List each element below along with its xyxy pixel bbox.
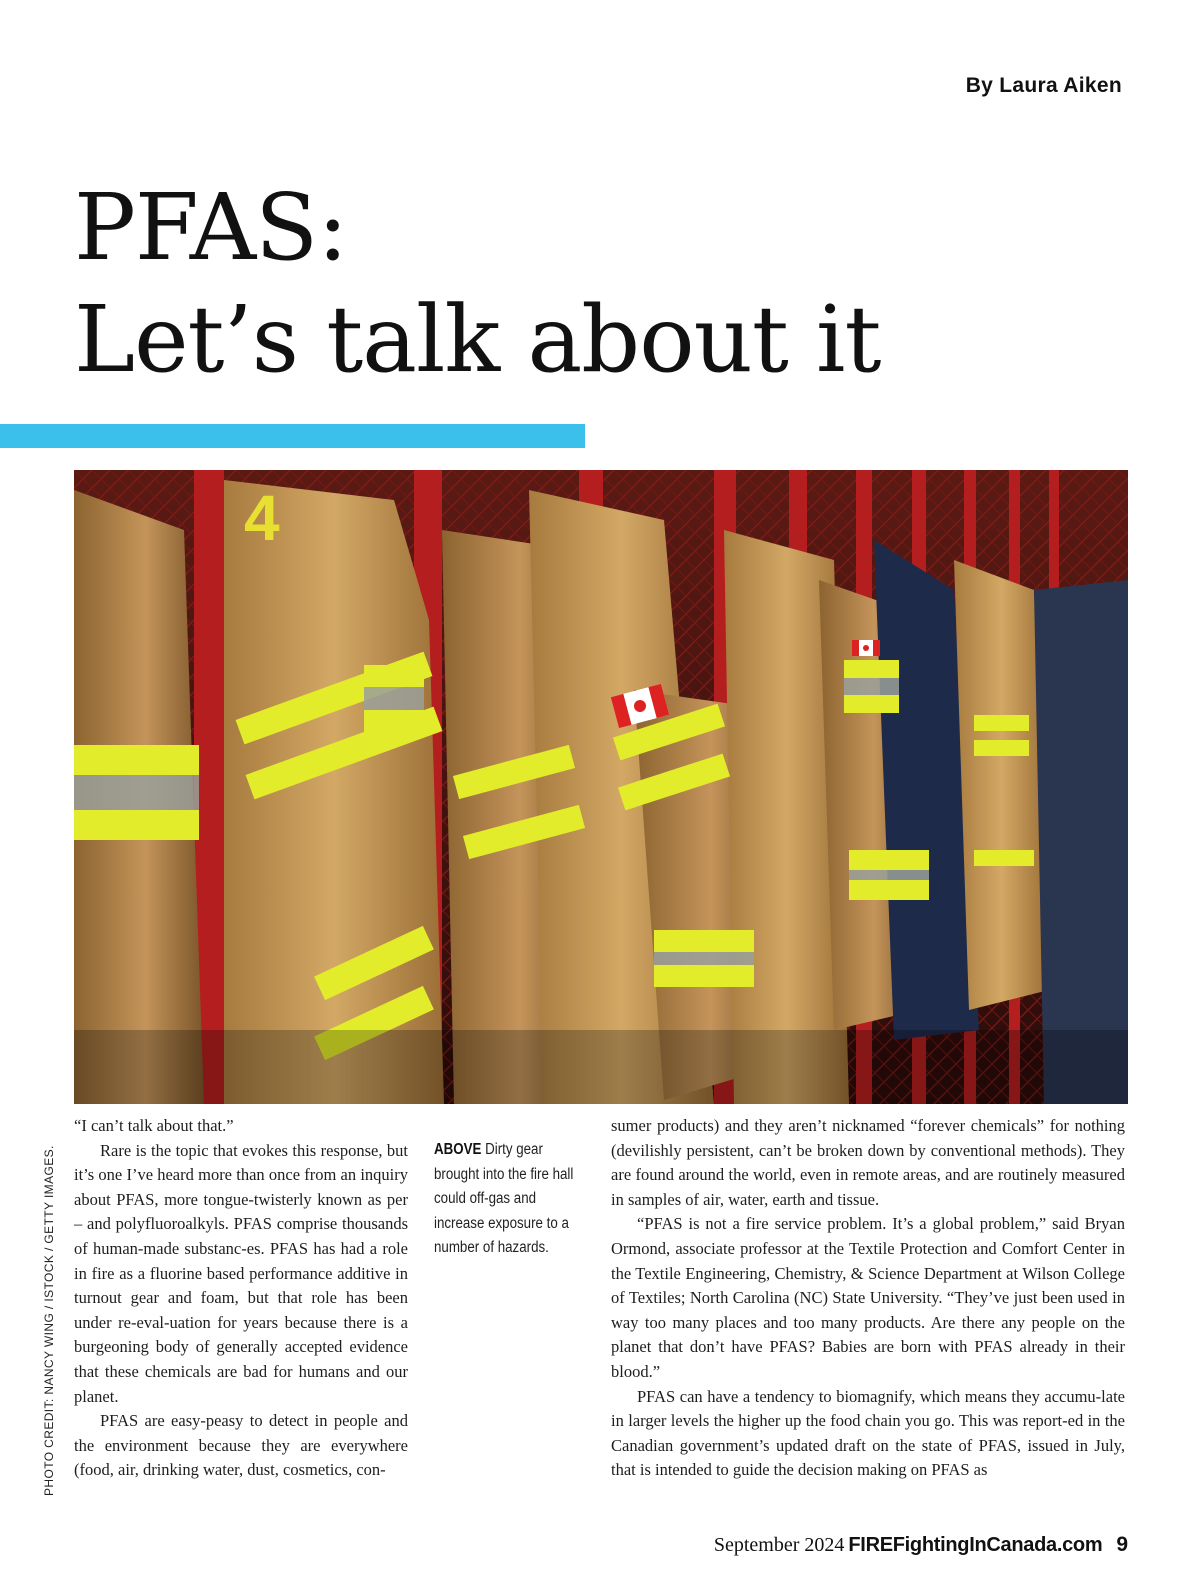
headline-line-1: PFAS: (74, 174, 348, 281)
article-paragraph: PFAS can have a tendency to biomagnify, which means they accumu-late in larger levels the higher up the food chain you go. This was report-ed in the Canadian government’s updated draft on the state of PFAS, issued in July, that is intended to guide the decision making on PFAS as (611, 1386, 1125, 1480)
headline (74, 172, 1154, 396)
page-number: 9 (1116, 1533, 1128, 1556)
photo-credit: PHOTO CREDIT: NANCY WING / ISTOCK / GETTY IMAGES. (42, 1145, 56, 1496)
article-paragraph: Rare is the topic that evokes this response, but it’s one I’ve heard more than once from an inquiry about PFAS, more tongue-twisterly known as per – and polyfluoroalkyls. PFAS comprise thousands of human-made substanc-es. PFAS has had a role in fire as a fluorine based performance additive in turnout gear and foam, but that role has been under re-eval-uation for years because there is a burgeoning body of generally accepted evidence that these chemicals are bad for humans and our planet. (74, 1140, 408, 1406)
caption-lead: ABOVE (434, 1141, 482, 1158)
article-paragraph: sumer products) and they aren’t nicknamed “forever chemicals” for nothing (devilishly persistent, can’t be broken down by conventional methods). They are found around the world, even in remote areas, and are routinely measured in samples of air, water, earth and tissue. (611, 1116, 1125, 1209)
article-paragraph: “I can’t talk about that.” (74, 1116, 234, 1135)
article-paragraph: “PFAS is not a fire service problem. It’s a global problem,” said Bryan Ormond, associate professor at the Textile Protection and Comfort Center in the Textile Engineering, Chemistry, & Science Department at Wilson College of Textiles; North Carolina (NC) State University. “They’ve just been used in way too many places and too many products. Are there any people on the planet that don’t have PFAS? Babies are born with PFAS already in their blood.” (611, 1214, 1125, 1381)
article-column-2 (611, 1114, 1125, 1483)
site-name: FIREFightingInCanada.com (848, 1534, 1103, 1556)
article-column-1 (74, 1114, 408, 1483)
turnout-gear-photo (74, 470, 1128, 1104)
photo-caption (434, 1138, 585, 1261)
article-paragraph: PFAS are easy-peasy to detect in people and the environment because they are everywhere (food, air, drinking water, dust, cosmetics, con- (74, 1411, 408, 1480)
byline: By Laura Aiken (965, 74, 1122, 97)
svg-text:4: 4 (244, 482, 280, 554)
issue-date: September 2024 (713, 1534, 845, 1556)
headline-line-2: Let’s talk about it (74, 286, 881, 393)
page-footer (714, 1533, 1128, 1557)
accent-rule (0, 424, 585, 448)
caption-text: Dirty gear brought into the fire hall could off-gas and increase exposure to a number of hazards. (434, 1141, 574, 1257)
